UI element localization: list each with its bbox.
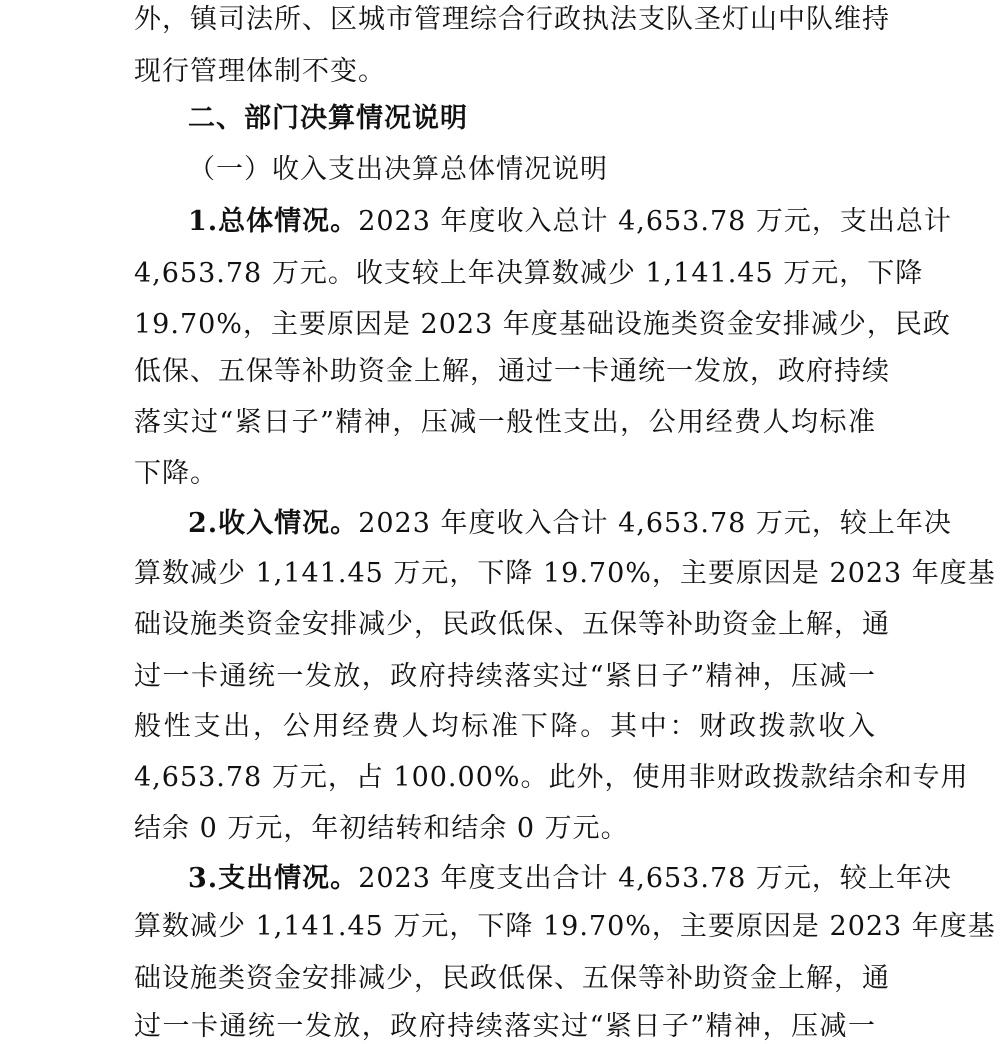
income-paragraph-line-1 xyxy=(188,507,952,541)
income-paragraph-line-2: 算数减少 1,141.45 万元，下降 19.70%，主要原因是 2023 年度基 xyxy=(134,558,996,589)
expense-paragraph-line-1 xyxy=(188,862,952,896)
overall-paragraph-line-5: 落实过“紧日子”精神，压减一般性支出，公用经费人均标准 xyxy=(134,407,876,438)
income-paragraph-line-6: 4,653.78 万元，占 100.00%。此外，使用非财政拨款结余和专用 xyxy=(134,762,969,793)
overall-paragraph-line-1 xyxy=(188,205,952,239)
expense-paragraph-line-4: 过一卡通统一发放，政府持续落实过“紧日子”精神，压减一 xyxy=(134,1011,876,1042)
section-heading: 二、部门决算情况说明 xyxy=(188,103,468,134)
subsection-heading: （一）收入支出决算总体情况说明 xyxy=(188,154,608,185)
income-line-1-text: 2023 年度收入合计 4,653.78 万元，较上年决 xyxy=(358,508,952,539)
expense-paragraph-line-2: 算数减少 1,141.45 万元，下降 19.70%，主要原因是 2023 年度基 xyxy=(134,911,996,942)
income-paragraph-line-4: 过一卡通统一发放，政府持续落实过“紧日子”精神，压减一 xyxy=(134,661,876,692)
income-label: 2.收入情况。 xyxy=(188,508,359,539)
income-paragraph-line-7: 结余 0 万元，年初结转和结余 0 万元。 xyxy=(134,813,629,844)
expense-line-1-text: 2023 年度支出合计 4,653.78 万元，较上年决 xyxy=(358,863,952,894)
overall-label: 1.总体情况。 xyxy=(188,206,359,237)
expense-label: 3.支出情况。 xyxy=(188,863,359,894)
overall-paragraph-line-2: 4,653.78 万元。收支较上年决算数减少 1,141.45 万元，下降 xyxy=(134,258,924,289)
intro-line-2: 现行管理体制不变。 xyxy=(134,56,386,87)
overall-paragraph-line-4: 低保、五保等补助资金上解，通过一卡通统一发放，政府持续 xyxy=(134,356,890,387)
overall-paragraph-line-3: 19.70%，主要原因是 2023 年度基础设施类资金安排减少，民政 xyxy=(134,309,951,340)
income-paragraph-line-5: 般性支出，公用经费人均标准下降。其中：财政拨款收入 xyxy=(134,711,876,742)
overall-paragraph-line-6: 下降。 xyxy=(134,458,218,489)
expense-paragraph-line-3: 础设施类资金安排减少，民政低保、五保等补助资金上解，通 xyxy=(134,963,890,994)
overall-line-1-text: 2023 年度收入总计 4,653.78 万元，支出总计 xyxy=(358,206,952,237)
income-paragraph-line-3: 础设施类资金安排减少，民政低保、五保等补助资金上解，通 xyxy=(134,609,890,640)
intro-line-1: 外，镇司法所、区城市管理综合行政执法支队圣灯山中队维持 xyxy=(134,4,890,35)
